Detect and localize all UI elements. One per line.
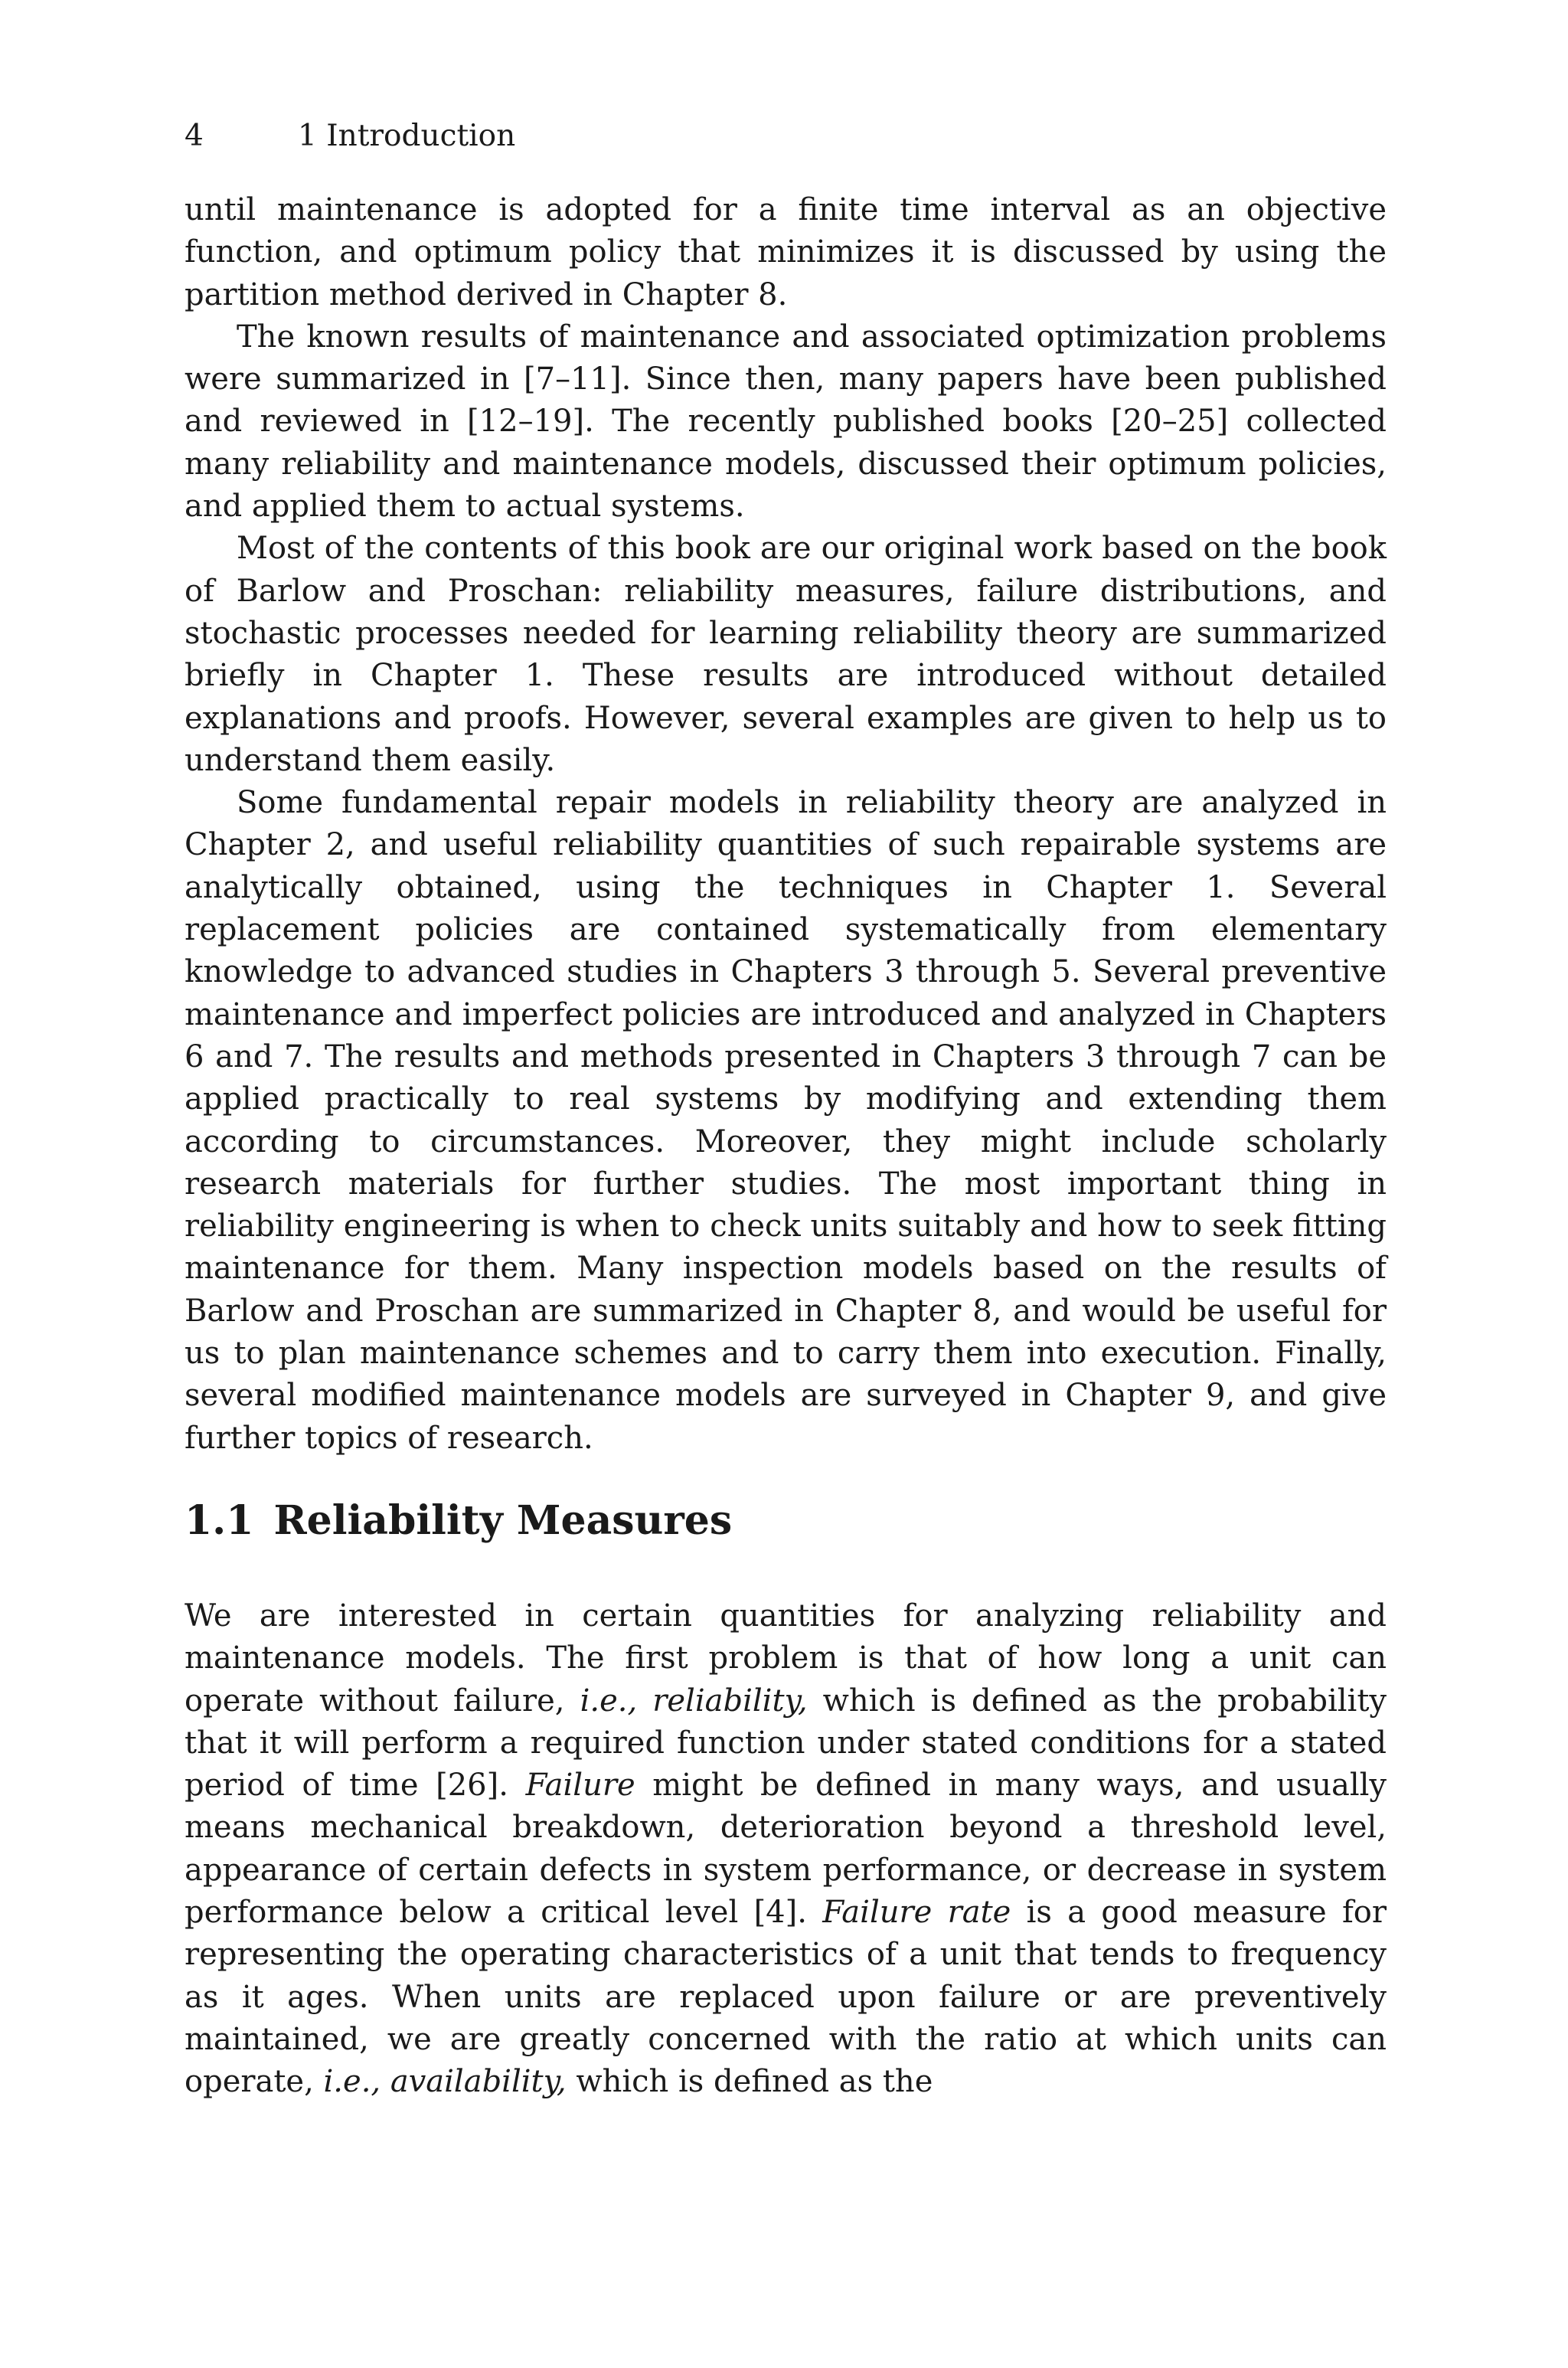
text-run: which is defined as the bbox=[576, 2064, 933, 2100]
intro-paragraph-4: Some fundamental repair models in reliability theory are analyzed in Chapter 2, and useful reliability quantities of such repairable systems are analytically obtained, using the techniques in Chapter 1. Several replacement policies are contained systematically from elementary knowledge to advanced studies in Chapters 3 through 5. Several preventive maintenance and imperfect policies are introduced and analyzed in Chapters 6 and 7. The results and methods presented in Chapters 3 through 7 can be applied practically to real systems by modifying and extending them according to circumstances. Moreover, they might include scholarly research materials for further studies. The most important thing in reliability engineering is when to check units suitably and how to seek fitting maintenance for them. Many inspection models based on the results of Barlow and Proschan are summarized in Chapter 8, and would be useful for us to plan maintenance schemes and to carry them into execution. Finally, several modified maintenance models are surveyed in Chapter 9, and give further topics of research. bbox=[185, 785, 1387, 1456]
text-run: which is defined as the probability that it will perform a required function under stated conditions for a stated period of time [26]. bbox=[185, 1683, 1387, 1804]
text-run: We are interested in certain quantities for analyzing reliability and maintenance models. The first problem is that of how long a unit can operate without failure, bbox=[185, 1598, 1387, 1719]
text-run: is a good measure for representing the operating characteristics of a unit that tends to frequency as it ages. When units are replaced upon failure or are preventively maintained, we are greatly concerned with the ratio at which units can operate, bbox=[185, 1895, 1387, 2100]
page-number: 4 bbox=[185, 119, 204, 153]
section-text bbox=[185, 1595, 1387, 2104]
emphasis-failure-rate: Failure rate bbox=[822, 1895, 1011, 1931]
intro-paragraph-2: The known results of maintenance and associated optimization problems were summarized in [7–11]. Since then, many papers have been published and reviewed in [12–19]. The recently published books [20–25] collected many reliability and maintenance models, discussed their optimum policies, and applied them to actual systems. bbox=[185, 319, 1387, 525]
running-head bbox=[185, 116, 1387, 156]
emphasis-availability: i.e., availability, bbox=[323, 2064, 567, 2100]
intro-text bbox=[185, 189, 1387, 1460]
section-title: Reliability Measures bbox=[273, 1497, 733, 1544]
emphasis-reliability: i.e., reliability, bbox=[580, 1683, 808, 1719]
emphasis-failure: Failure bbox=[525, 1768, 635, 1804]
chapter-title: 1 Introduction bbox=[298, 119, 516, 153]
section-number: 1.1 bbox=[185, 1497, 254, 1544]
section-paragraph bbox=[185, 1595, 1387, 2104]
intro-paragraph-3: Most of the contents of this book are our original work based on the book of Barlow and Proschan: reliability measures, failure distributions, and stochastic processes needed for learning reliability theory are summarized briefly in Chapter 1. These results are introduced without detailed explanations and proofs. However, several examples are given to help us to understand them easily. bbox=[185, 531, 1387, 778]
text-run: might be defined in many ways, and usually means mechanical breakdown, deterioration beyond a threshold level, appearance of certain defects in system performance, or decrease in system performance below a critical level [4]. bbox=[185, 1768, 1387, 1931]
intro-paragraph-1: until maintenance is adopted for a finite time interval as an objective function, and optimum policy that minimizes it is discussed by using the partition method derived in Chapter 8. bbox=[185, 192, 1387, 312]
section-heading bbox=[185, 1496, 1387, 1545]
